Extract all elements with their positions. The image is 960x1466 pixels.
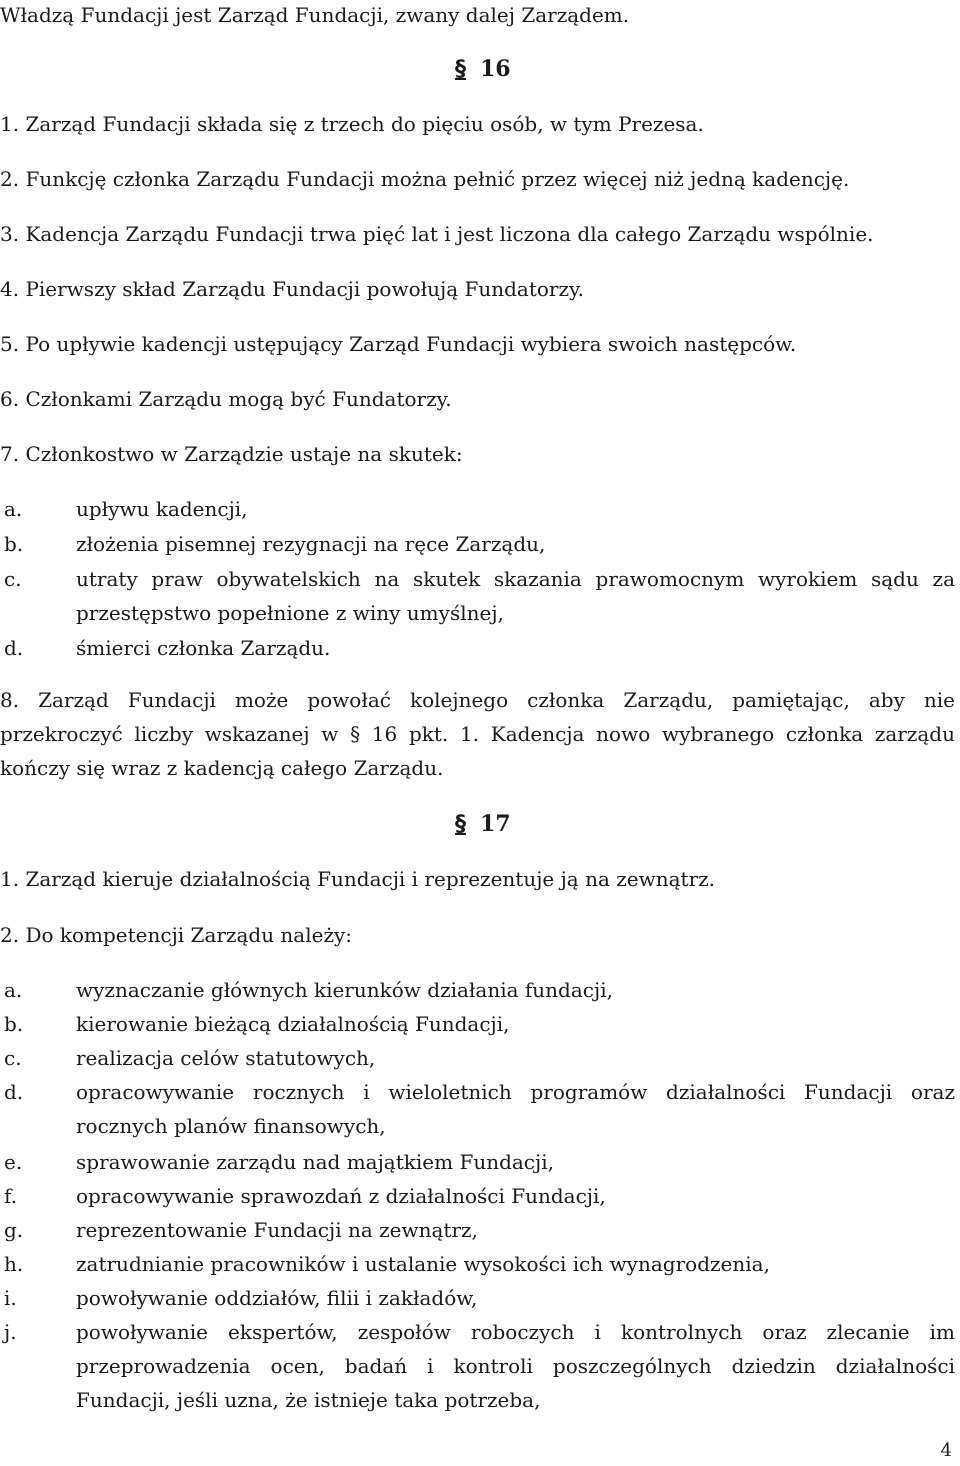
list-item-text: złożenia pisemnej rezygnacji na ręce Zarządu, [76,532,546,556]
list-marker: e. [4,1150,23,1174]
list-item [0,1075,955,1143]
section-16-heading [455,55,511,84]
list-item-text: realizacja celów statutowych, [76,1046,376,1070]
list-item [0,1315,955,1417]
section-17-point-2: 2. Do kompetencji Zarządu należy: [0,923,353,947]
list-item-text: sprawowanie zarządu nad majątkiem Fundacji, [76,1150,554,1174]
list-item [0,492,955,526]
intro-paragraph: Władzą Fundacji jest Zarząd Fundacji, zwany dalej Zarządem. [0,3,630,27]
list-item-text: reprezentowanie Fundacji na zewnątrz, [76,1218,478,1242]
list-item-text: wyznaczanie głównych kierunków działania fundacji, [76,978,613,1002]
section-number: 16 [480,56,511,82]
list-item [0,1179,955,1213]
list-marker: j. [4,1320,17,1344]
list-item [0,973,955,1007]
section-16-point-1: 1. Zarząd Fundacji składa się z trzech do pięciu osób, w tym Prezesa. [0,112,704,136]
page-number: 4 [940,1440,952,1461]
section-sign-icon: § [455,57,466,82]
list-marker: i. [4,1286,17,1310]
list-marker: c. [4,567,22,591]
list-marker: c. [4,1046,22,1070]
list-item [0,562,955,630]
list-item [0,1247,955,1281]
list-item [0,631,955,665]
section-16-point-6: 6. Członkami Zarządu mogą być Fundatorzy. [0,387,452,411]
section-16-point-5: 5. Po upływie kadencji ustępujący Zarząd Fundacji wybiera swoich następców. [0,332,797,356]
section-number: 17 [480,811,511,837]
section-16-point-2: 2. Funkcję członka Zarządu Fundacji można pełnić przez więcej niż jedną kadencję. [0,167,850,191]
list-marker: b. [4,532,24,556]
list-marker: g. [4,1218,24,1242]
section-17-heading [455,810,511,839]
section-16-point-7: 7. Członkostwo w Zarządzie ustaje na skutek: [0,442,463,466]
list-marker: f. [4,1184,18,1208]
list-marker: d. [4,1080,24,1104]
list-marker: h. [4,1252,24,1276]
section-16-point-3: 3. Kadencja Zarządu Fundacji trwa pięć lat i jest liczona dla całego Zarządu wspólnie. [0,222,874,246]
list-marker: a. [4,978,23,1002]
section-sign-icon: § [455,812,466,837]
list-item [0,1145,955,1179]
list-marker: a. [4,497,23,521]
list-item-text: powoływanie ekspertów, zespołów roboczych i kontrolnych oraz zlecanie im przeprowadzenia ocen, badań i kontroli poszczególnych dziedzin działalności Fundacji, jeśli uzna, że istnieje taka potrzeba, [76,1320,955,1412]
list-item-text: upływu kadencji, [76,497,248,521]
list-item [0,1213,955,1247]
section-16-point-4: 4. Pierwszy skład Zarządu Fundacji powołują Fundatorzy. [0,277,585,301]
list-item-text: kierowanie bieżącą działalnością Fundacji, [76,1012,510,1036]
list-marker: b. [4,1012,24,1036]
list-marker: d. [4,636,24,660]
list-item [0,1007,955,1041]
list-item-text: opracowywanie rocznych i wieloletnich programów działalności Fundacji oraz rocznych planów finansowych, [76,1080,955,1138]
list-item [0,527,955,561]
section-17-point-1: 1. Zarząd kieruje działalnością Fundacji i reprezentuje ją na zewnątrz. [0,867,716,891]
list-item-text: powoływanie oddziałów, filii i zakładów, [76,1286,478,1310]
list-item-text: śmierci członka Zarządu. [76,636,331,660]
list-item [0,1281,955,1315]
section-16-point-8: 8. Zarząd Fundacji może powołać kolejnego członka Zarządu, pamiętając, aby nie przekroczyć liczby wskazanej w § 16 pkt. 1. Kadencja nowo wybranego członka zarządu kończy się wraz z kadencją całego Zarządu. [0,688,955,780]
list-item [0,1041,955,1075]
list-item-text: utraty praw obywatelskich na skutek skazania prawomocnym wyrokiem sądu za przestępstwo popełnione z winy umyślnej, [76,567,955,625]
list-item-text: opracowywanie sprawozdań z działalności Fundacji, [76,1184,606,1208]
list-item-text: zatrudnianie pracowników i ustalanie wysokości ich wynagrodzenia, [76,1252,770,1276]
